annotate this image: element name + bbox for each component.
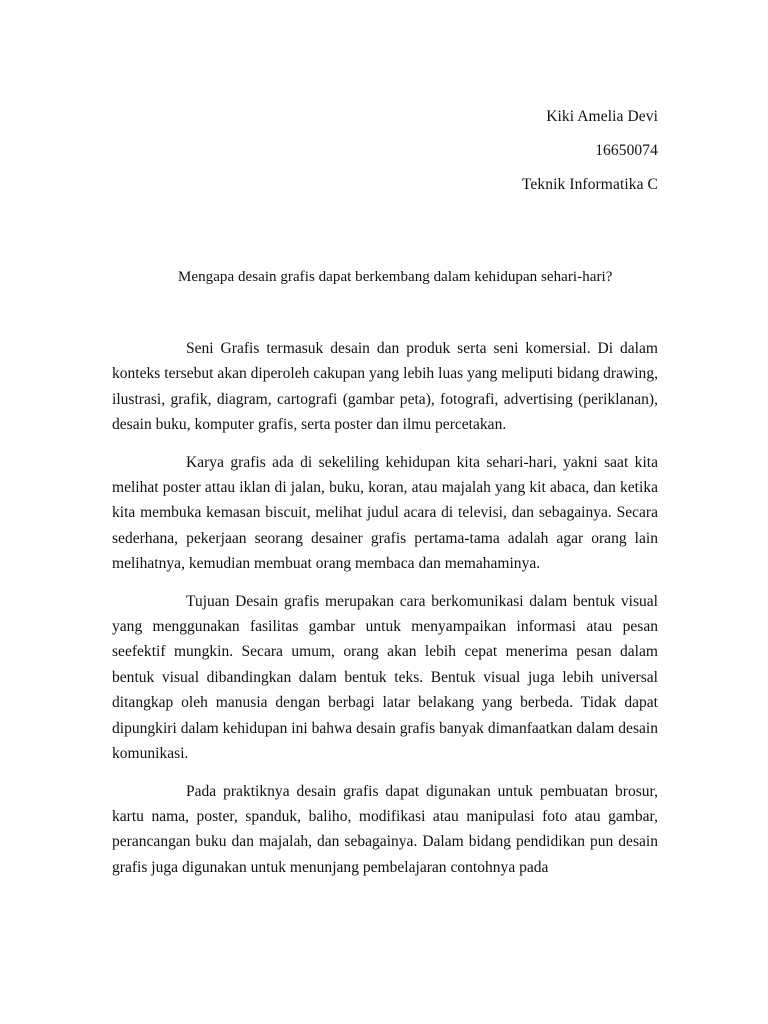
document-body: [112, 336, 658, 880]
paragraph: Tujuan Desain grafis merupakan cara berkomunikasi dalam bentuk visual yang menggunakan fasilitas gambar untuk menyampaikan informasi atau pesan seefektif mungkin. Secara umum, orang akan lebih cepat menerima pesan dalam bentuk visual dibandingkan dalam bentuk teks. Bentuk visual juga lebih universal ditangkap oleh manusia dengan berbagi latar belakang yang berbeda. Tidak dapat dipungkiri dalam kehidupan ini bahwa desain grafis banyak dimanfaatkan dalam desain komunikasi.: [112, 592, 658, 763]
author-name: Kiki Amelia Devi: [546, 108, 658, 125]
document-content-column: [112, 0, 658, 880]
class-name: Teknik Informatika C: [521, 176, 658, 193]
student-id: 16650074: [595, 142, 658, 159]
paragraph: Seni Grafis termasuk desain dan produk serta seni komersial. Di dalam konteks tersebut akan diperoleh cakupan yang lebih luas yang meliputi bidang drawing, ilustrasi, grafik, diagram, cartografi (gambar peta), fotografi, advertising (periklanan), desain buku, komputer grafis, serta poster dan ilmu percetakan.: [112, 340, 658, 434]
document-header: [112, 100, 658, 202]
paragraph: Pada praktiknya desain grafis dapat digunakan untuk pembuatan brosur, kartu nama, poster, spanduk, baliho, modifikasi atau manipulasi foto atau gambar, perancangan buku dan majalah, dan sebagainya. Dalam bidang pendidikan pun desain grafis juga digunakan untuk menunjang pembelajaran contohnya pada: [112, 782, 658, 876]
paragraph: Karya grafis ada di sekeliling kehidupan kita sehari-hari, yakni saat kita melihat poster attau iklan di jalan, buku, koran, atau majalah yang kit abaca, dan ketika kita membuka kemasan biscuit, melihat judul acara di televisi, dan sebagainya. Secara sederhana, pekerjaan seorang desainer grafis pertama-tama adalah agar orang lain melihatnya, kemudian membuat orang membaca dan memahaminya.: [112, 453, 658, 573]
page-title: Mengapa desain grafis dapat berkembang dalam kehidupan sehari-hari?: [178, 269, 613, 285]
title-block: [112, 264, 658, 290]
